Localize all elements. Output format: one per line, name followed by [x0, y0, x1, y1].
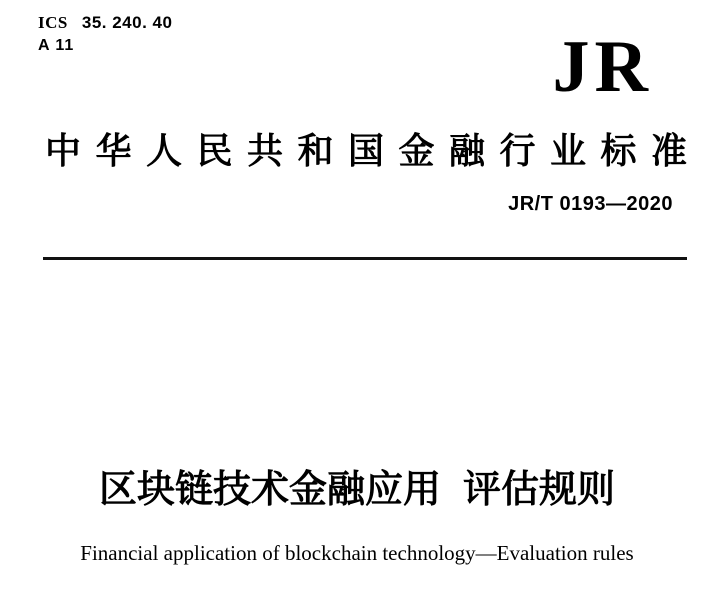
classification-code: A 11 [38, 37, 75, 54]
ics-block [38, 12, 172, 57]
document-title-english: Financial application of blockchain technology—Evaluation rules [80, 541, 634, 565]
horizontal-rule [43, 257, 687, 260]
ics-line [38, 12, 172, 35]
standard-number: JR/T 0193—2020 [508, 193, 673, 215]
document-title-chinese: 区块链技术金融应用 评估规则 [99, 469, 615, 511]
ics-code: 35. 240. 40 [81, 13, 173, 32]
standard-type-header: 中华人民共和国金融行业标准 [45, 130, 702, 171]
jr-logo: JR [552, 26, 653, 108]
ics-label: ICS [38, 13, 68, 32]
